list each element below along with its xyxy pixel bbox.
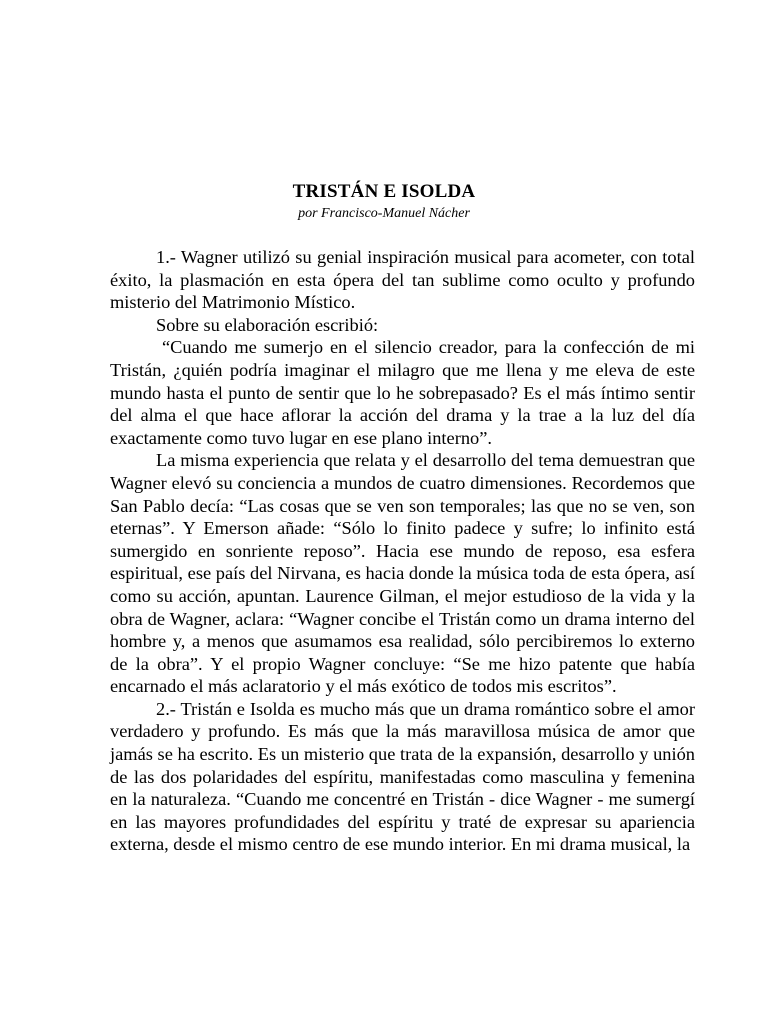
paragraph-3: La misma experiencia que relata y el desarrollo del tema demuestran que Wagner elevó su conciencia a mundos de cuatro dimensiones. Recordemos que San Pablo decía: “Las cosas que se ven son temporales; las que no se ven, son eternas”. Y Emerson añade: “Sólo lo finito padece y sufre; lo infinito está sumergido en sonriente reposo”. Hacia ese mundo de reposo, esa esfera espiritual, ese país del Nirvana, es hacia donde la música toda de esta ópera, así como su acción, apuntan. Laurence Gilman, el mejor estudioso de la vida y la obra de Wagner, aclara: “Wagner concibe el Tristán como un drama interno del hombre y, a menos que asumamos esa realidad, sólo percibiremos lo externo de la obra”. Y el propio Wagner concluye: “Se me hizo patente que había encarnado el más aclaratorio y el más exótico de todos mis escritos”. — [110, 450, 695, 697]
document-byline: por Francisco-Manuel Nácher — [298, 206, 470, 221]
paragraph-quote: “Cuando me sumerjo en el silencio creador, para la confección de mi Tristán, ¿quién podría imaginar el milagro que me llena y me eleva de este mundo hasta el punto de sentir que lo he sobrepasado? Es el más íntimo sentir del alma el que hace aflorar la acción del drama y la trae a la luz del día exactamente como tuvo lugar en ese plano interno”. — [110, 337, 695, 448]
document-body — [110, 246, 695, 856]
document-title: TRISTÁN E ISOLDA — [292, 181, 476, 202]
paragraph-4: 2.- Tristán e Isolda es mucho más que un drama romántico sobre el amor verdadero y profundo. Es más que la más maravillosa música de amor que jamás se ha escrito. Es un misterio que trata de la expansión, desarrollo y unión de las dos polaridades del espíritu, manifestadas como masculina y femenina en la naturaleza. “Cuando me concentré en Tristán - dice Wagner - me sumergí en las mayores profundidades del espíritu y traté de expresar su apariencia externa, desde el mismo centro de ese mundo interior. En mi drama musical, la — [110, 698, 695, 855]
paragraph-1: 1.- Wagner utilizó su genial inspiración musical para acometer, con total éxito, la plasmación en esta ópera del tan sublime como oculto y profundo misterio del Matrimonio Místico. — [110, 247, 695, 313]
paragraph-2: Sobre su elaboración escribió: — [156, 314, 379, 335]
